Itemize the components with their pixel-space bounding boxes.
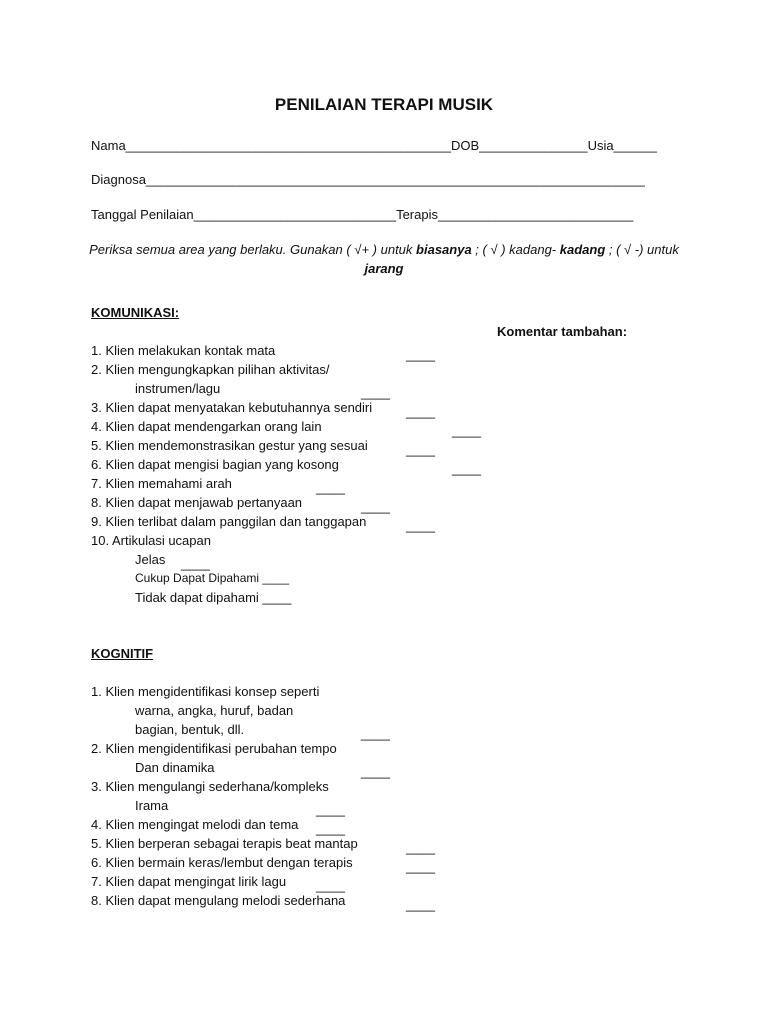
kognitif-blank-2[interactable]: ____: [361, 764, 390, 779]
komunikasi-blank-4[interactable]: ____: [452, 423, 481, 438]
kognitif-item-1-cont-b: bagian, bentuk, dll.: [135, 722, 245, 737]
kognitif-blank-3[interactable]: ____: [316, 802, 345, 817]
komunikasi-item-6: 6. Klien dapat mengisi bagian yang kosong: [91, 457, 339, 472]
instructions-part-3: ; ( √ -) untuk: [605, 242, 679, 257]
tanggal-terapis-field-line[interactable]: Tanggal Penilaian____________________________Terapis___________________________: [91, 207, 634, 222]
kognitif-item-2: 2. Klien mengidentifikasi perubahan tempo: [91, 741, 337, 756]
kognitif-item-6: 6. Klien bermain keras/lembut dengan terapis: [91, 855, 353, 870]
artikulasi-jelas: Jelas: [135, 552, 166, 567]
komunikasi-item-1: 1. Klien melakukan kontak mata: [91, 343, 276, 358]
kognitif-blank-7[interactable]: ____: [316, 878, 345, 893]
komunikasi-blank-5[interactable]: ____: [406, 442, 435, 457]
komunikasi-blank-9[interactable]: ____: [406, 518, 435, 533]
page-title: PENILAIAN TERAPI MUSIK: [274, 95, 494, 114]
komunikasi-item-3: 3. Klien dapat menyatakan kebutuhannya sendiri: [91, 400, 373, 415]
instructions-text: [80, 240, 688, 278]
komunikasi-item-4: 4. Klien dapat mendengarkan orang lain: [91, 419, 322, 434]
komunikasi-item-5: 5. Klien mendemonstrasikan gestur yang sesuai: [91, 438, 368, 453]
instructions-part-2: ; ( √ ) kadang-: [471, 242, 560, 257]
komunikasi-item-9: 9. Klien terlibat dalam panggilan dan tanggapan: [91, 514, 367, 529]
komunikasi-item-10: 10. Artikulasi ucapan: [91, 533, 211, 548]
kognitif-blank-1[interactable]: ____: [361, 726, 390, 741]
artikulasi-tidak-dapat-dipahami[interactable]: Tidak dapat dipahami ____: [135, 590, 292, 605]
kognitif-blank-5[interactable]: ____: [406, 840, 435, 855]
diagnosa-field-line[interactable]: Diagnosa_____________________________________________________________________: [91, 172, 645, 187]
komunikasi-item-7: 7. Klien memahami arah: [91, 476, 232, 491]
komunikasi-item-2-cont: instrumen/lagu: [135, 381, 221, 396]
instructions-part-1: Periksa semua area yang berlaku. Gunakan ( √+ ) untuk: [89, 242, 417, 257]
komunikasi-blank-6[interactable]: ____: [452, 461, 481, 476]
komunikasi-blank-7[interactable]: ____: [316, 480, 345, 495]
komunikasi-item-2: 2. Klien mengungkapkan pilihan aktivitas/: [91, 362, 330, 377]
kognitif-item-1: 1. Klien mengidentifikasi konsep seperti: [91, 684, 320, 699]
komunikasi-blank-8[interactable]: ____: [361, 499, 390, 514]
kognitif-item-3: 3. Klien mengulangi sederhana/kompleks: [91, 779, 329, 794]
komunikasi-blank-2[interactable]: ____: [361, 385, 390, 400]
section-heading-kognitif: KOGNITIF: [91, 646, 154, 661]
kognitif-blank-4[interactable]: ____: [316, 821, 345, 836]
komunikasi-blank-3[interactable]: ____: [406, 404, 435, 419]
kognitif-blank-6[interactable]: ____: [406, 859, 435, 874]
kognitif-blank-8[interactable]: ____: [406, 897, 435, 912]
nama-dob-usia-field-line[interactable]: Nama_____________________________________________DOB_______________Usia______: [91, 138, 658, 153]
instructions-jarang: jarang: [364, 261, 404, 276]
kognitif-item-2-cont: Dan dinamika: [135, 760, 215, 775]
instructions-kadang: kadang: [559, 242, 606, 257]
comment-label: Komentar tambahan:: [497, 324, 628, 339]
kognitif-item-5: 5. Klien berperan sebagai terapis beat mantap: [91, 836, 358, 851]
komunikasi-item-8: 8. Klien dapat menjawab pertanyaan: [91, 495, 303, 510]
artikulasi-jelas-blank[interactable]: ____: [181, 556, 210, 571]
section-heading-komunikasi: KOMUNIKASI:: [91, 305, 180, 320]
kognitif-item-3-cont: Irama: [135, 798, 169, 813]
kognitif-item-8: 8. Klien dapat mengulang melodi sederhana: [91, 893, 346, 908]
artikulasi-cukup-dapat-dipahami[interactable]: Cukup Dapat Dipahami ____: [135, 571, 290, 585]
kognitif-item-7: 7. Klien dapat mengingat lirik lagu: [91, 874, 287, 889]
instructions-biasanya: biasanya: [416, 242, 472, 257]
kognitif-item-1-cont-a: warna, angka, huruf, badan: [135, 703, 294, 718]
komunikasi-blank-1[interactable]: ____: [406, 347, 435, 362]
kognitif-item-4: 4. Klien mengingat melodi dan tema: [91, 817, 299, 832]
